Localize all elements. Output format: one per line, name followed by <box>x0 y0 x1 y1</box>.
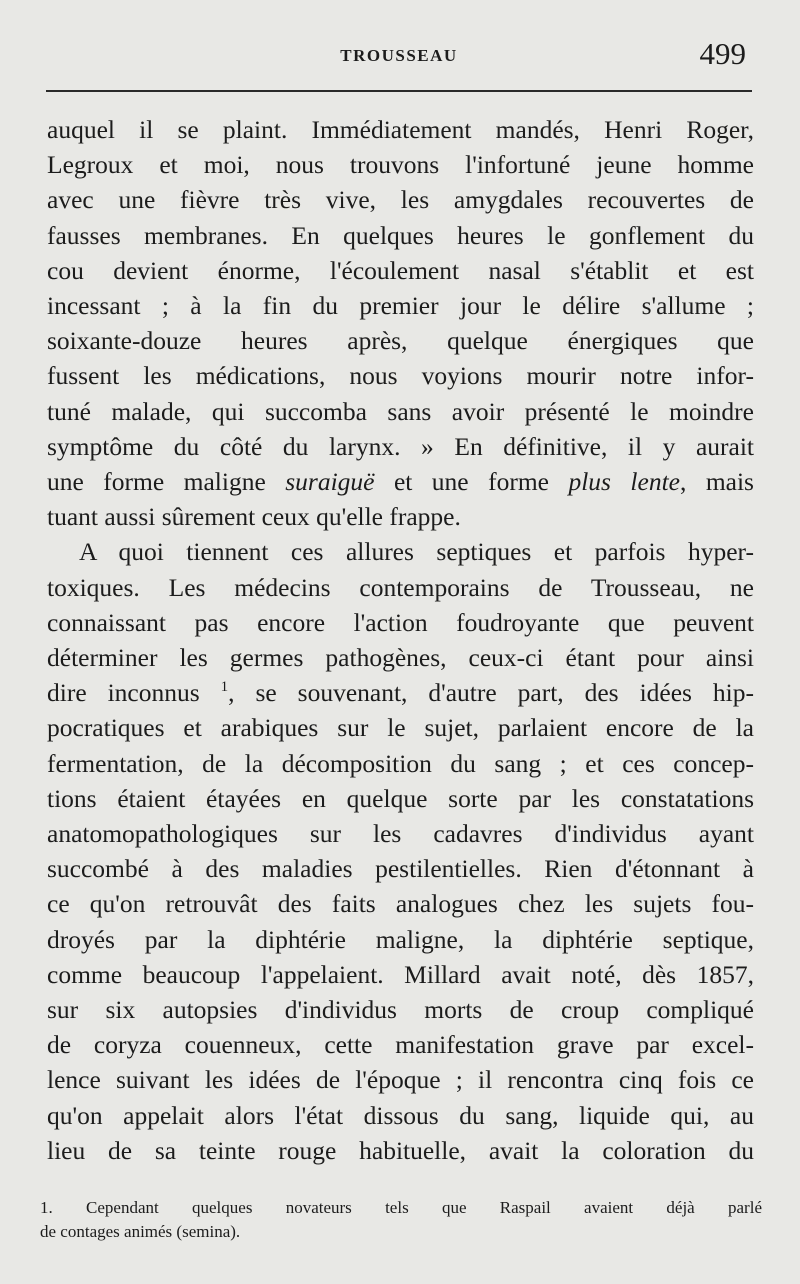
paragraph-2 <box>47 534 754 1168</box>
text-line: de coryza couenneux, cette manifestation grave par excel- <box>47 1030 754 1060</box>
text-line: tuant aussi sûrement ceux qu'elle frappe. <box>47 502 461 532</box>
text-fragment: dire inconnus <box>47 678 221 708</box>
text-fragment: et une forme <box>374 467 569 497</box>
text-line: fausses membranes. En quelques heures le gonflement du <box>47 220 754 250</box>
text-fragment: une forme maligne <box>47 467 286 497</box>
page-number: 499 <box>699 36 746 71</box>
text-line: incessant ; à la fin du premier jour le délire s'allume ; <box>47 291 754 321</box>
paragraph-1 <box>47 112 754 534</box>
text-line: qu'on appelait alors l'état dissous du sang, liquide qui, au <box>47 1100 754 1130</box>
text-line: A quoi tiennent ces allures septiques et parfois hyper- <box>79 537 754 567</box>
text-line <box>47 675 754 710</box>
text-line: toxiques. Les médecins contemporains de Trousseau, ne <box>47 572 754 602</box>
text-line: lieu de sa teinte rouge habituelle, avait la coloration du <box>47 1135 754 1165</box>
text-line: succombé à des maladies pestilentielles. Rien d'étonnant à <box>47 854 754 884</box>
running-head: TROUSSEAU <box>340 46 458 65</box>
footnote <box>40 1196 762 1244</box>
footnote-marker: 1 <box>220 679 229 696</box>
text-fragment: , se souvenant, d'autre part, des idées hip- <box>228 678 754 708</box>
text-line: sur six autopsies d'individus morts de croup compliqué <box>47 995 754 1025</box>
text-line: connaissant pas encore l'action foudroyante que peuvent <box>47 607 754 637</box>
text-line: déterminer les germes pathogènes, ceux-ci étant pour ainsi <box>47 643 754 673</box>
italic-term: suraiguë <box>285 467 375 497</box>
text-line: Legroux et moi, nous trouvons l'infortuné jeune homme <box>47 150 754 180</box>
footnote-line: 1. Cependant quelques novateurs tels que Raspail avaient déjà parlé <box>40 1198 762 1217</box>
footnote-line: de contages animés (semina). <box>40 1222 241 1241</box>
text-line <box>47 464 754 499</box>
text-line: lence suivant les idées de l'époque ; il rencontra cinq fois ce <box>47 1065 754 1095</box>
text-line: symptôme du côté du larynx. » En définitive, il y aurait <box>47 431 754 461</box>
italic-term: plus lente <box>568 467 680 497</box>
text-line: ce qu'on retrouvât des faits analogues chez les sujets fou- <box>47 889 754 919</box>
text-line: comme beaucoup l'appelaient. Millard avait noté, dès 1857, <box>47 959 754 989</box>
text-line: cou devient énorme, l'écoulement nasal s'établit et est <box>47 255 754 285</box>
body-text <box>47 112 754 1168</box>
text-line: soixante-douze heures après, quelque énergiques que <box>47 326 754 356</box>
text-line: pocratiques et arabiques sur le sujet, parlaient encore de la <box>47 713 754 743</box>
text-line: fermentation, de la décomposition du sang ; et ces concep- <box>47 748 754 778</box>
text-line: fussent les médications, nous voyions mourir notre infor- <box>47 361 754 391</box>
text-line: auquel il se plaint. Immédiatement mandés, Henri Roger, <box>47 115 754 144</box>
page-header <box>46 36 752 76</box>
text-line: tuné malade, qui succomba sans avoir présenté le moindre <box>47 396 754 426</box>
text-line: droyés par la diphtérie maligne, la diphtérie septique, <box>47 924 754 954</box>
header-rule <box>46 90 752 92</box>
text-line: avec une fièvre très vive, les amygdales recouvertes de <box>47 185 754 215</box>
text-line: anatomopathologiques sur les cadavres d'individus ayant <box>47 819 754 849</box>
text-fragment: , mais <box>679 467 754 497</box>
text-line: tions étaient étayées en quelque sorte par les constatations <box>47 783 754 813</box>
